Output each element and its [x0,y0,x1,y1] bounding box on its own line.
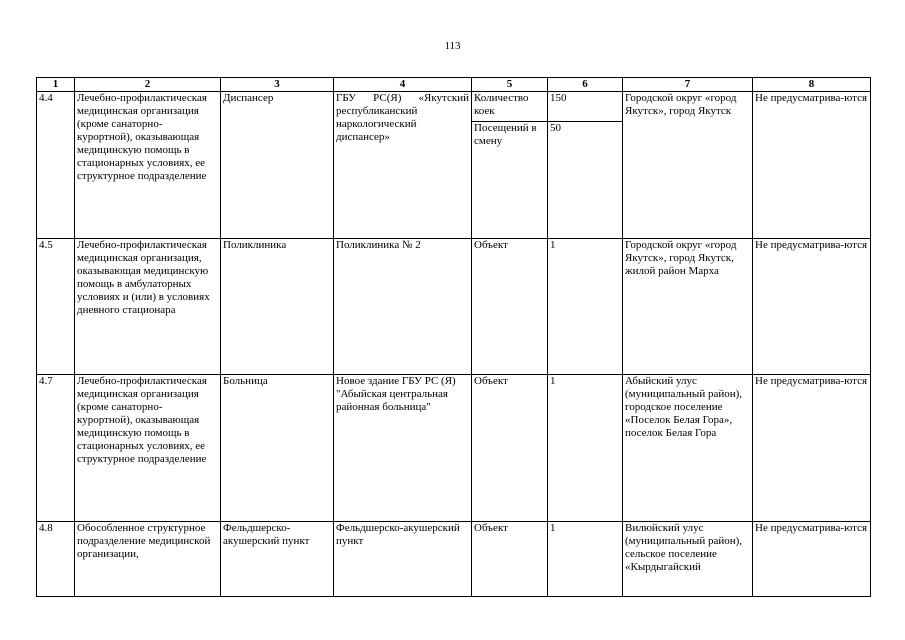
indicator-label: Посещений в смену [474,122,537,147]
object-purpose: Обособленное структурное подразделение медицинской организации, [77,522,211,560]
column-number: 7 [623,78,753,92]
object-type: Больница [221,375,334,522]
object-purpose: Лечебно-профилактическая медицинская организация (кроме санаторно-курортной), оказывающая медицинскую помощь в стационарных условиях, ее структурное подразделение [75,375,221,522]
object-location: Городской округ «город Якутск», город Якутск [623,92,753,239]
object-name: Новое здание ГБУ РС (Я) "Абыйская центральная районная больница" [334,375,472,522]
object-purpose: Лечебно-профилактическая медицинская организация, оказывающая медицинскую помощь в амбулаторных условиях и (или) в условиях дневного стационара [75,239,221,375]
column-number: 1 [37,78,75,92]
zones-note: Не предусматрива-ются [753,92,871,239]
object-location: Абыйский улус (муниципальный район), городское поселение «Поселок Белая Гора», поселок Белая Гора [623,375,753,522]
object-location: Вилюйский улус (муниципальный район), сельское поселение «Кырдыгайский [625,522,743,573]
table-row [37,92,871,239]
indicator-value: 1 [548,239,623,375]
object-location: Городской округ «город Якутск», город Якутск, жилой район Марха [623,239,753,375]
row-number: 4.8 [37,522,75,597]
column-number: 2 [75,78,221,92]
object-type: Поликлиника [221,239,334,375]
object-purpose: Лечебно-профилактическая медицинская организация (кроме санаторно-курортной), оказывающая медицинскую помощь в стационарных условиях, ее структурное подразделение [75,92,221,239]
row-number: 4.4 [37,92,75,239]
table-row [37,239,871,375]
zones-note: Не предусматрива-ются [753,239,871,375]
table-row [37,375,871,522]
column-number: 3 [221,78,334,92]
indicator-value: 150 [548,92,622,122]
object-name: Фельдшерско-акушерский пункт [334,522,472,597]
column-number: 6 [548,78,623,92]
column-number: 4 [334,78,472,92]
indicator-value: 50 [550,122,561,134]
indicator-label: Объект [472,239,548,375]
row-number: 4.7 [37,375,75,522]
table-row [37,522,871,597]
object-type: Диспансер [221,92,334,239]
object-name: ГБУ РС(Я) «Якутский республиканский наркологический диспансер» [334,92,472,239]
indicator-label: Объект [472,375,548,522]
indicator-cell [472,92,548,239]
indicator-value: 1 [548,375,623,522]
zones-note: Не предусматрива-ются [753,522,871,597]
column-number: 8 [753,78,871,92]
object-type: Фельдшерско-акушерский пункт [221,522,334,597]
column-number-row [37,78,871,92]
object-location-cell [623,522,753,597]
indicator-value: 1 [548,522,623,597]
object-name: Поликлиника № 2 [334,239,472,375]
indicator-label: Количество коек [472,92,547,122]
object-purpose-cell [75,522,221,597]
page-number: 113 [444,40,461,52]
column-number: 5 [472,78,548,92]
value-cell [548,92,623,239]
zones-note: Не предусматрива-ются [753,375,871,522]
row-number: 4.5 [37,239,75,375]
indicator-label: Объект [472,522,548,597]
planning-table [36,77,871,597]
